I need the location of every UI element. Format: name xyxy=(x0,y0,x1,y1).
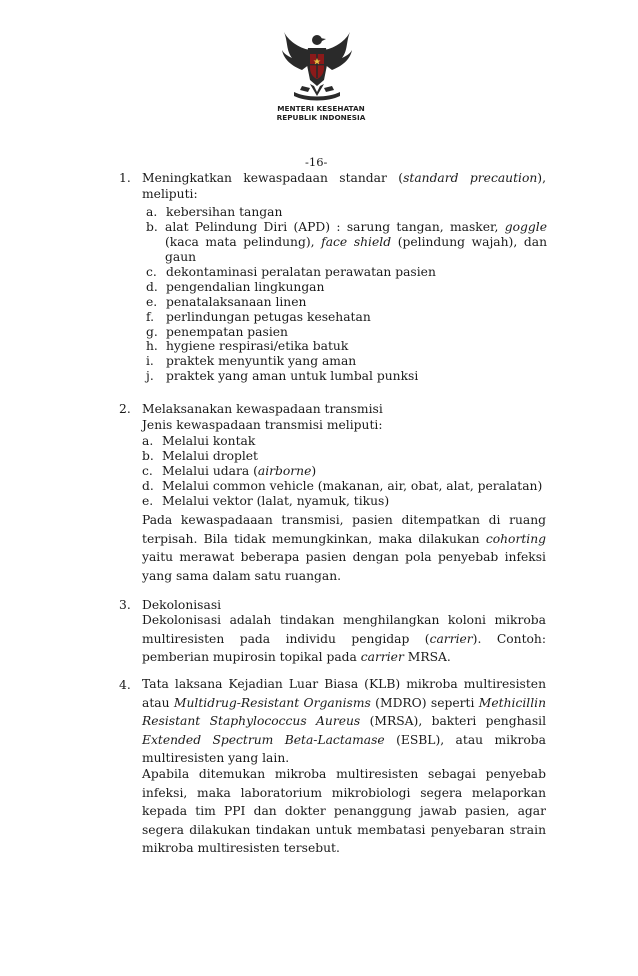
list-item-label: g. xyxy=(146,324,158,339)
list-item: a. Melalui kontak xyxy=(142,434,256,448)
section-1-list-rest xyxy=(146,265,436,384)
list-item-text: hygiene respirasi/etika batuk xyxy=(166,339,349,354)
list-item xyxy=(146,339,436,354)
list-item-label: i. xyxy=(146,354,154,369)
section-1-number: 1. xyxy=(119,171,131,185)
section-1-item-b-label: b. xyxy=(146,220,158,234)
page-number: -16- xyxy=(305,155,328,169)
list-item-label: d. xyxy=(146,279,158,294)
list-item-label: c. xyxy=(146,265,157,279)
list-item-text: dekontaminasi peralatan perawatan pasien xyxy=(166,265,436,279)
list-item-text: praktek menyuntik yang aman xyxy=(166,354,357,369)
section-1-intro: Meningkatkan kewaspadaan standar (standard precaution), xyxy=(142,171,546,185)
section-4-number: 4. xyxy=(119,678,131,692)
list-item-text: penatalaksanaan linen xyxy=(166,294,307,309)
garuda-emblem-logo xyxy=(258,30,376,130)
list-item-text: pengendalian lingkungan xyxy=(166,279,325,294)
section-4-paragraph-1: Tata laksana Kejadian Luar Biasa (KLB) mikroba multiresisten atau Multidrug-Resistant Organisms (MDRO) seperti Methicillin Resistant Staphylococcus Aureus (MRSA), bakteri penghasil Extended Spectrum Beta-Lactamase (ESBL), atau mikroba multiresisten yang lain. xyxy=(142,677,546,766)
section-2-list xyxy=(142,434,542,508)
list-item-text: penempatan pasien xyxy=(166,324,288,339)
section-2-title: Melaksanakan kewaspadaan transmisi xyxy=(142,402,383,416)
list-item-label: f. xyxy=(146,309,155,324)
list-item xyxy=(146,354,436,369)
list-item: b. Melalui droplet xyxy=(142,448,259,463)
list-item-label: j. xyxy=(146,369,154,384)
list-item xyxy=(146,265,436,280)
section-3-title: Dekolonisasi xyxy=(142,598,222,612)
list-item: d. Melalui common vehicle (makanan, air, obat, alat, peralatan) xyxy=(142,478,543,493)
list-item-label: e. xyxy=(146,294,158,309)
list-item: c. Melalui udara (airborne) xyxy=(142,463,317,478)
section-2-number: 2. xyxy=(119,402,131,416)
list-item xyxy=(146,325,436,340)
garuda-icon xyxy=(258,30,376,104)
list-item xyxy=(146,310,436,325)
section-1-item-b: alat Pelindung Diri (APD) : sarung tangan, masker, goggle (kaca mata pelindung), face shield (pelindung wajah), dan gaun xyxy=(165,220,548,264)
section-2-paragraph: Pada kewaspadaaan transmisi, pasien ditempatkan di ruang terpisah. Bila tidak memungkinkan, maka dilakukan cohorting yaitu merawat beberapa pasien dengan pola penyebab infeksi yang sama dalam satu ruangan. xyxy=(142,513,546,583)
list-item-label: h. xyxy=(146,339,158,354)
list-item xyxy=(146,280,436,295)
list-item xyxy=(146,369,436,384)
section-4-paragraph-2: Apabila ditemukan mikroba multiresisten sebagai penyebab infeksi, maka laboratorium mikrobiologi segera melaporkan kepada tim PPI dan dokter penanggung jawab pasien, agar segera dilakukan tindakan untuk membatasi penyebaran strain mikroba multiresisten tersebut. xyxy=(142,767,546,856)
org-name-line2: REPUBLIK INDONESIA xyxy=(276,113,366,122)
list-item xyxy=(146,295,436,310)
section-2-subtitle: Jenis kewaspadaan transmisi meliputi: xyxy=(142,418,383,432)
list-item-text: perlindungan petugas kesehatan xyxy=(166,309,371,324)
section-1-item-a: a. kebersihan tangan xyxy=(146,205,283,219)
list-item: e. Melalui vektor (lalat, nyamuk, tikus) xyxy=(142,493,390,508)
section-3-paragraph: Dekolonisasi adalah tindakan menghilangkan koloni mikroba multiresisten pada individu pengidap (carrier). Contoh: pemberian mupirosin topikal pada carrier MRSA. xyxy=(142,613,546,665)
section-3-number: 3. xyxy=(119,598,131,612)
org-name-line1: MENTERI KESEHATAN xyxy=(277,104,365,113)
list-item-text: praktek yang aman untuk lumbal punksi xyxy=(166,369,419,384)
section-1-intro-line2: meliputi: xyxy=(142,187,198,201)
